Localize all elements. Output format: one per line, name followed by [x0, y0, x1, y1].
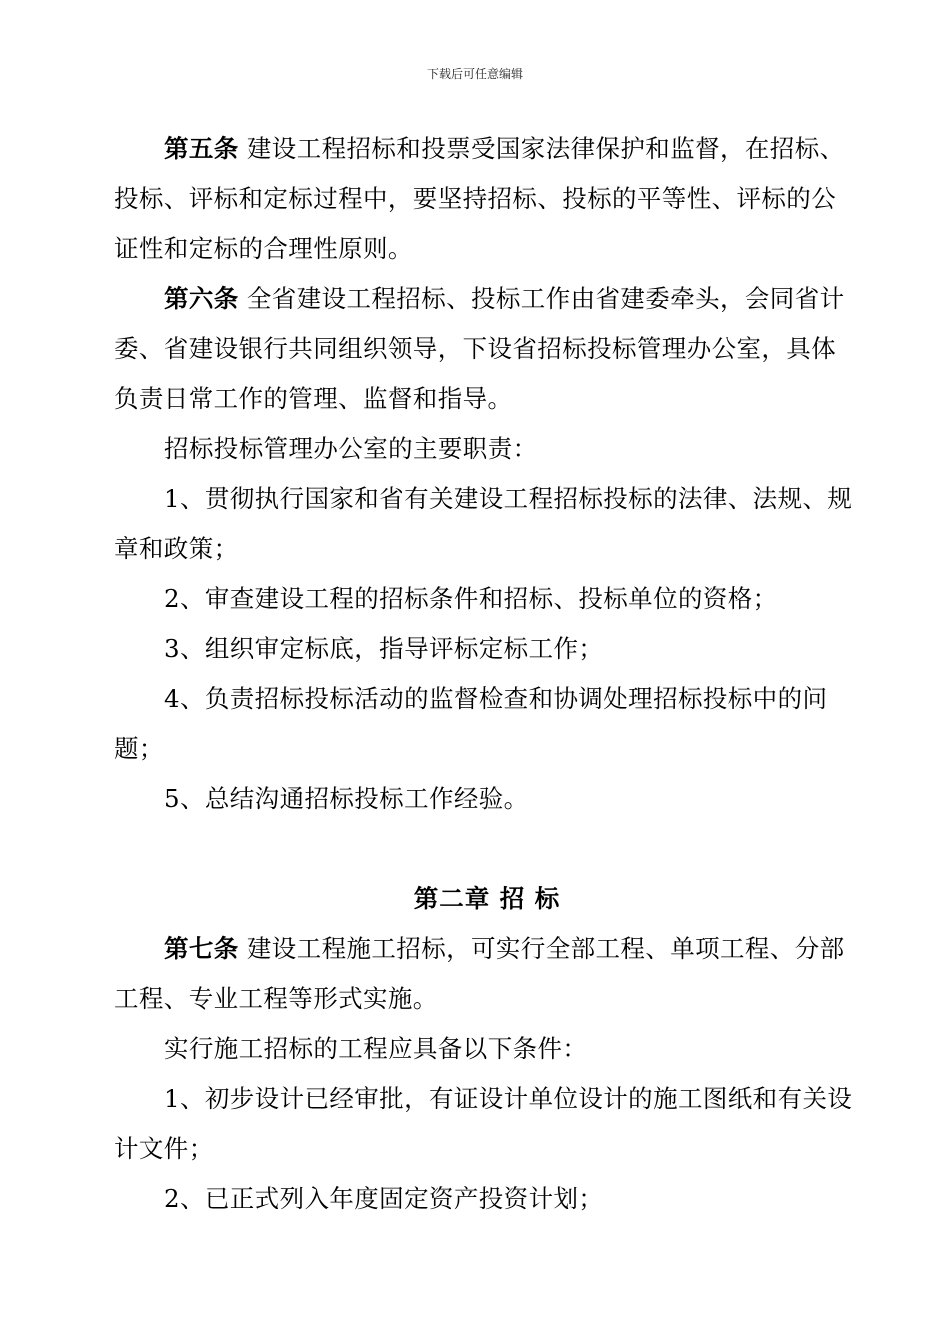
duty-item: 3、组织审定标底，指导评标定标工作； — [164, 634, 604, 663]
article-5-text: 建设工程招标和投票受国家法律保护和监督，在招标、投标、评标和定标过程中，要坚持招标、投标的平等性、评标的公证性和定标的合理性原则。 — [114, 134, 845, 263]
article-6-number: 第六条 — [164, 284, 239, 313]
article-7-number: 第七条 — [164, 934, 239, 963]
article-6 — [114, 274, 860, 424]
document-body — [114, 124, 860, 1224]
condition-item: 2、已正式列入年度固定资产投资计划； — [164, 1184, 604, 1213]
duty-item: 1、贯彻执行国家和省有关建设工程招标投标的法律、法规、规章和政策； — [114, 484, 853, 563]
conditions-intro: 实行施工招标的工程应具备以下条件： — [164, 1034, 588, 1063]
article-5-number: 第五条 — [164, 134, 239, 163]
page-header: 下载后可任意编辑 — [426, 67, 523, 81]
article-7 — [114, 924, 860, 1024]
duty-item: 5、总结沟通招标投标工作经验。 — [164, 784, 529, 813]
article-5 — [114, 124, 860, 274]
condition-item: 1、初步设计已经审批，有证设计单位设计的施工图纸和有关设计文件； — [114, 1084, 853, 1163]
chapter-title: 第二章 招 标 — [413, 884, 561, 913]
duty-item: 2、审查建设工程的招标条件和招标、投标单位的资格； — [164, 584, 778, 613]
duty-item: 4、负责招标投标活动的监督检查和协调处理招标投标中的问题； — [114, 684, 828, 763]
article-6-text: 全省建设工程招标、投标工作由省建委牵头，会同省计委、省建设银行共同组织领导，下设省招标投标管理办公室，具体负责日常工作的管理、监督和指导。 — [114, 284, 845, 413]
article-7-text: 建设工程施工招标，可实行全部工程、单项工程、分部工程、专业工程等形式实施。 — [114, 934, 845, 1013]
office-duties-intro: 招标投标管理办公室的主要职责： — [164, 434, 538, 463]
